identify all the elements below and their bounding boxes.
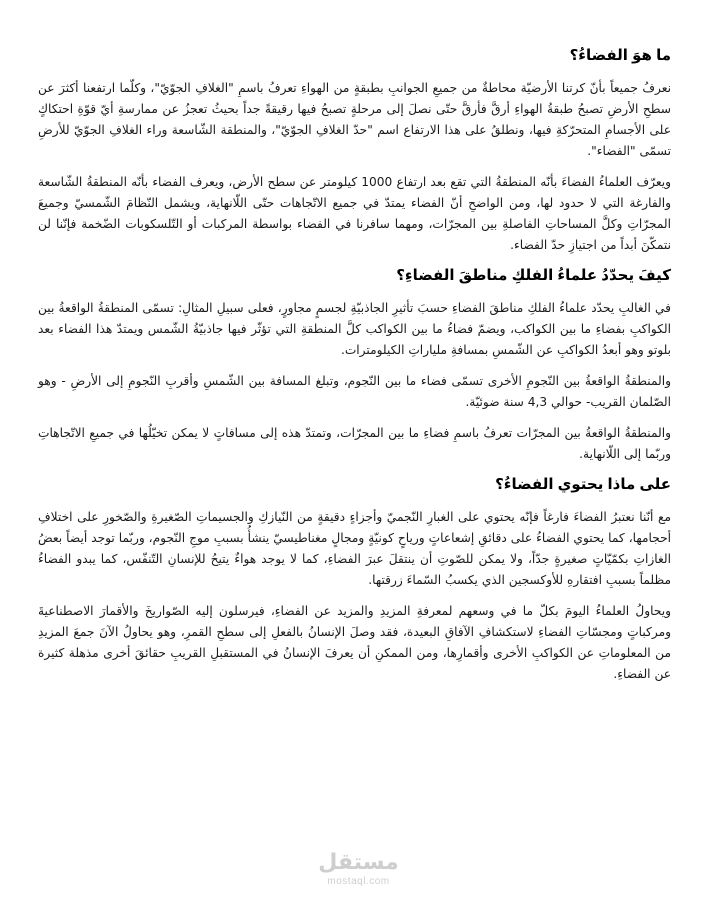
section-space-regions [38, 266, 671, 465]
paragraph: نعرفُ جميعاً بأنّ كرتنا الأرضيّة محاطةٌ من جميعِ الجوانبِ بطبقةٍ من الهواءِ تعرفُ باسمِ "الغلافِ الجوّيّ"، وكلّما ارتفعنا أكثرَ عن سطحِ الأرضِ تصبحُ طبقةُ الهواءِ أرقَّ فأرقَّ حتّى نصلَ إلى مرحلةٍ تصبحُ فيها رقيقةً جداً بحيثُ تعجزُ عن ممارسةِ أيّ قوّةِ احتكاكٍ على الأجسامِ المتحرّكةِ فيها، ونطلقُ على هذا الارتفاع اسم "حدّ الغلافِ الجوّيّ"، والمنطقة الشّاسعة وراء الغلافِ الجوّيّ للأرضِ تسمّى "الفضاء". [38, 81, 671, 158]
watermark-logo: مستقل [318, 850, 399, 875]
section-heading: ما هوَ الفضاءُ؟ [569, 47, 671, 64]
section-what-is-space [38, 46, 671, 256]
paragraph: في الغالبِ يحدّد علماءُ الفلكِ مناطقَ الفضاءِ حسبَ تأثيرِ الجاذبيّةِ لجسمٍ مجاورٍ، فعلى سبيلِ المثالِ: تسمّى المنطقةُ الواقعةُ بين الكواكبِ بفضاءِ ما بين الكواكب، ويضمّ فضاءُ ما بين الكواكب كلَّ المنطقةِ التي تؤثّر فيها جاذبيّةُ الشّمس ويمتدّ هذا الفضاء بعد بلوتو وهو أبعدُ الكواكبِ عن الشّمسِ بمسافةِ ملياراتِ الكيلومترات. [38, 301, 671, 357]
article-content [38, 46, 671, 695]
watermark-url: mostaql.com [327, 876, 390, 887]
mostaql-watermark [299, 850, 419, 888]
paragraph: والمنطقةُ الواقعةُ بين النّجومِ الأخرى تسمّى فضاء ما بين النّجوم، وتبلغ المسافة بين الشّمسِ وأقربِ النّجومِ إلى الأرضِ - وهو الصّلمان القريب- حوالي 4,3 سنة ضوئيّة. [38, 374, 671, 409]
section-heading: كيفَ يحدّدُ علماءُ الفلكِ مناطقَ الفضاءِ؟ [396, 267, 671, 284]
paragraph: والمنطقةُ الواقعةُ بين المجرّات تعرفُ باسمِ فضاءِ ما بين المجرّات، وتمتدّ هذه إلى مسافاتٍ لا يمكن تخيّلُها في جميعِ الاتّجاهاتِ وربّما إلى اللّانهاية. [38, 426, 671, 461]
paragraph: ويعرّف العلماءُ الفضاءَ بأنّه المنطقةُ التي تقع بعد ارتفاع 1000 كيلومتر عن سطح الأرض، ويعرف الفضاء بأنّه المنطقةُ الشّاسعة والفارغة التي لا حدود لها، ومن الواضحِ أنّ الفضاء يمتدّ في جميع الاتّجاهات حتّى اللّانهاية، ويشمل النّظامَ الشّمسيّ وجميعَ المجرّاتِ وكلَّ المساحاتِ الفاصلةِ بين المجرّات، ومهما سافرنا في الفضاء بواسطة المركبات أو التّلسكوبات الضّخمة فإنّنا لن نتمكّنَ أبداً من اجتيازِ حدّ الفضاء. [38, 175, 671, 252]
section-heading: على ماذا يحتوي الفضاءُ؟ [495, 476, 671, 493]
section-space-contents [38, 475, 671, 685]
paragraph: ويحاولُ العلماءُ اليومَ بكلّ ما في وسعهم لمعرفةِ المزيدِ والمزيد عن الفضاءِ، فيرسلون إليه الصّواريخَ والأقمارَ الاصطناعيةَ ومركباتٍ ومجسّاتِ الفضاءِ لاستكشافِ الآفاقِ البعيدة، فقد وصلَ الإنسانُ بالفعلِ إلى سطحِ القمرِ، وهو يحاولُ الآنَ جمعَ المزيدِ من المعلوماتِ عن الكواكبِ الأخرى وأقمارِها، ومن الممكنِ أن يعرفَ الإنسانُ في المستقبلِ القريبِ حقائقَ أخرى مذهلة كثيرة عن الفضاءِ. [38, 604, 671, 681]
paragraph: مع أنّنا نعتبرُ الفضاءَ فارغاً فإنّه يحتوي على الغبارِ النّجميّ وأجزاءٍ دقيقةٍ من النّيازكِ والجسيماتِ الصّغيرةِ والصّخورِ على اختلافِ أحجامها، كما يحتوي الفضاءُ على دقائقِ إشعاعاتٍ ورياحٍ كونيّةٍ ومجالٍ مغناطيسيّ ينشأُ بسببِ موجِ النّجوم، وربّما توجد أيضاً بعضُ الغازاتِ بكمّيّاتٍ صغيرةٍ جدّاً، ولا يمكن للصّوتِ أن ينتقلَ عبرَ الفضاءِ، كما لا يوجد هواءٌ يتيحُ للإنسانِ التّنفّس، كما يبدو الفضاءُ مظلماً بسببِ افتقارهِ للأوكسجين الذي يكسبُ السّماءَ زرقتها. [38, 510, 671, 587]
